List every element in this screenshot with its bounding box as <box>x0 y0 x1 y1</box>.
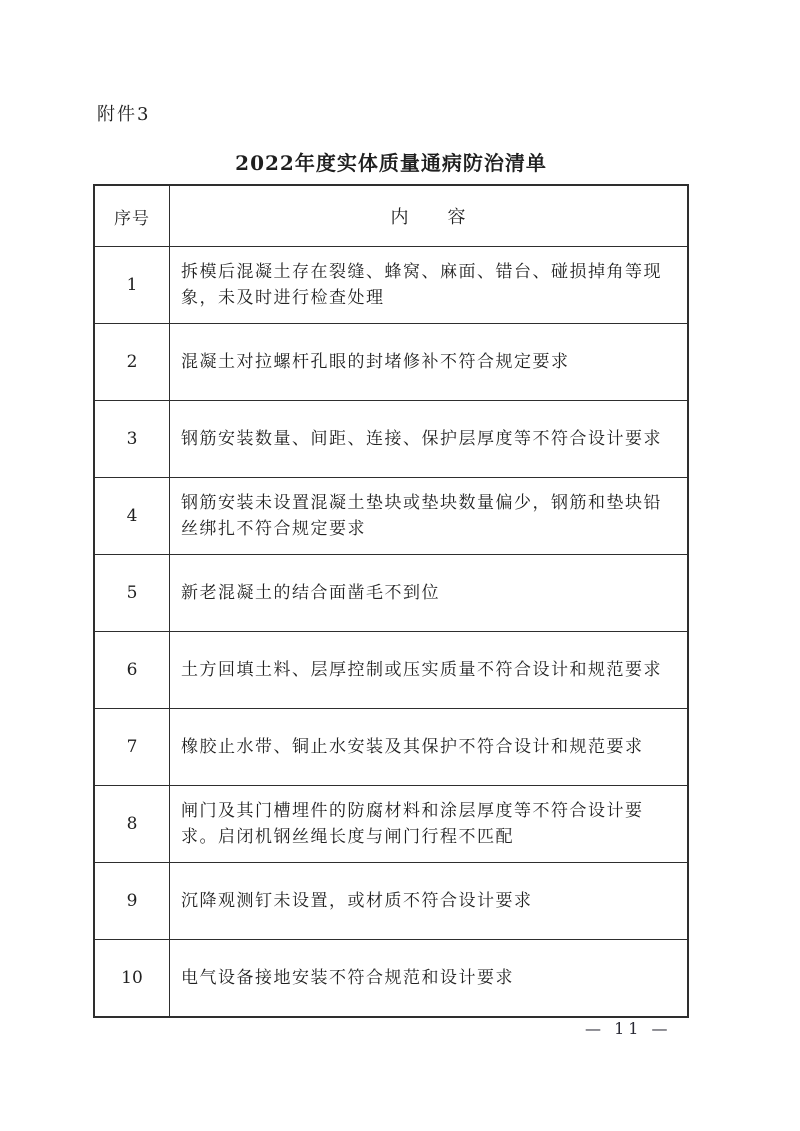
table-row <box>94 555 688 632</box>
row-number: 9 <box>94 863 170 940</box>
page-number: — 11 — <box>585 1019 672 1038</box>
row-number: 4 <box>94 478 170 555</box>
row-number: 7 <box>94 709 170 786</box>
table-row <box>94 324 688 401</box>
table-row <box>94 786 688 863</box>
row-number: 6 <box>94 632 170 709</box>
row-content: 新老混凝土的结合面凿毛不到位 <box>170 555 689 632</box>
row-number: 5 <box>94 555 170 632</box>
row-content: 土方回填土料、层厚控制或压实质量不符合设计和规范要求 <box>170 632 689 709</box>
row-number: 3 <box>94 401 170 478</box>
row-content: 拆模后混凝土存在裂缝、蜂窝、麻面、错台、碰损掉角等现象，未及时进行检查处理 <box>170 247 689 324</box>
row-content: 沉降观测钉未设置，或材质不符合设计要求 <box>170 863 689 940</box>
row-content: 闸门及其门槽埋件的防腐材料和涂层厚度等不符合设计要求。启闭机钢丝绳长度与闸门行程不匹配 <box>170 786 689 863</box>
page-title: 2022年度实体质量通病防治清单 <box>235 151 547 175</box>
row-content: 橡胶止水带、铜止水安装及其保护不符合设计和规范要求 <box>170 709 689 786</box>
row-content: 电气设备接地安装不符合规范和设计要求 <box>170 940 689 1018</box>
attachment-label: 附件3 <box>97 104 151 125</box>
row-number: 1 <box>94 247 170 324</box>
table-row <box>94 940 688 1018</box>
row-number: 10 <box>94 940 170 1018</box>
defect-table-body <box>94 247 688 1018</box>
defect-table <box>93 184 689 1018</box>
row-number: 2 <box>94 324 170 401</box>
row-content: 混凝土对拉螺杆孔眼的封堵修补不符合规定要求 <box>170 324 689 401</box>
table-header-row <box>94 185 688 247</box>
row-number: 8 <box>94 786 170 863</box>
table-row <box>94 709 688 786</box>
row-content: 钢筋安装数量、间距、连接、保护层厚度等不符合设计要求 <box>170 401 689 478</box>
table-row <box>94 401 688 478</box>
table-row <box>94 863 688 940</box>
table-row <box>94 247 688 324</box>
column-header-content: 内 容 <box>170 185 689 247</box>
table-row <box>94 478 688 555</box>
column-header-number: 序号 <box>94 185 170 247</box>
table-row <box>94 632 688 709</box>
row-content: 钢筋安装未设置混凝土垫块或垫块数量偏少，钢筋和垫块铅丝绑扎不符合规定要求 <box>170 478 689 555</box>
